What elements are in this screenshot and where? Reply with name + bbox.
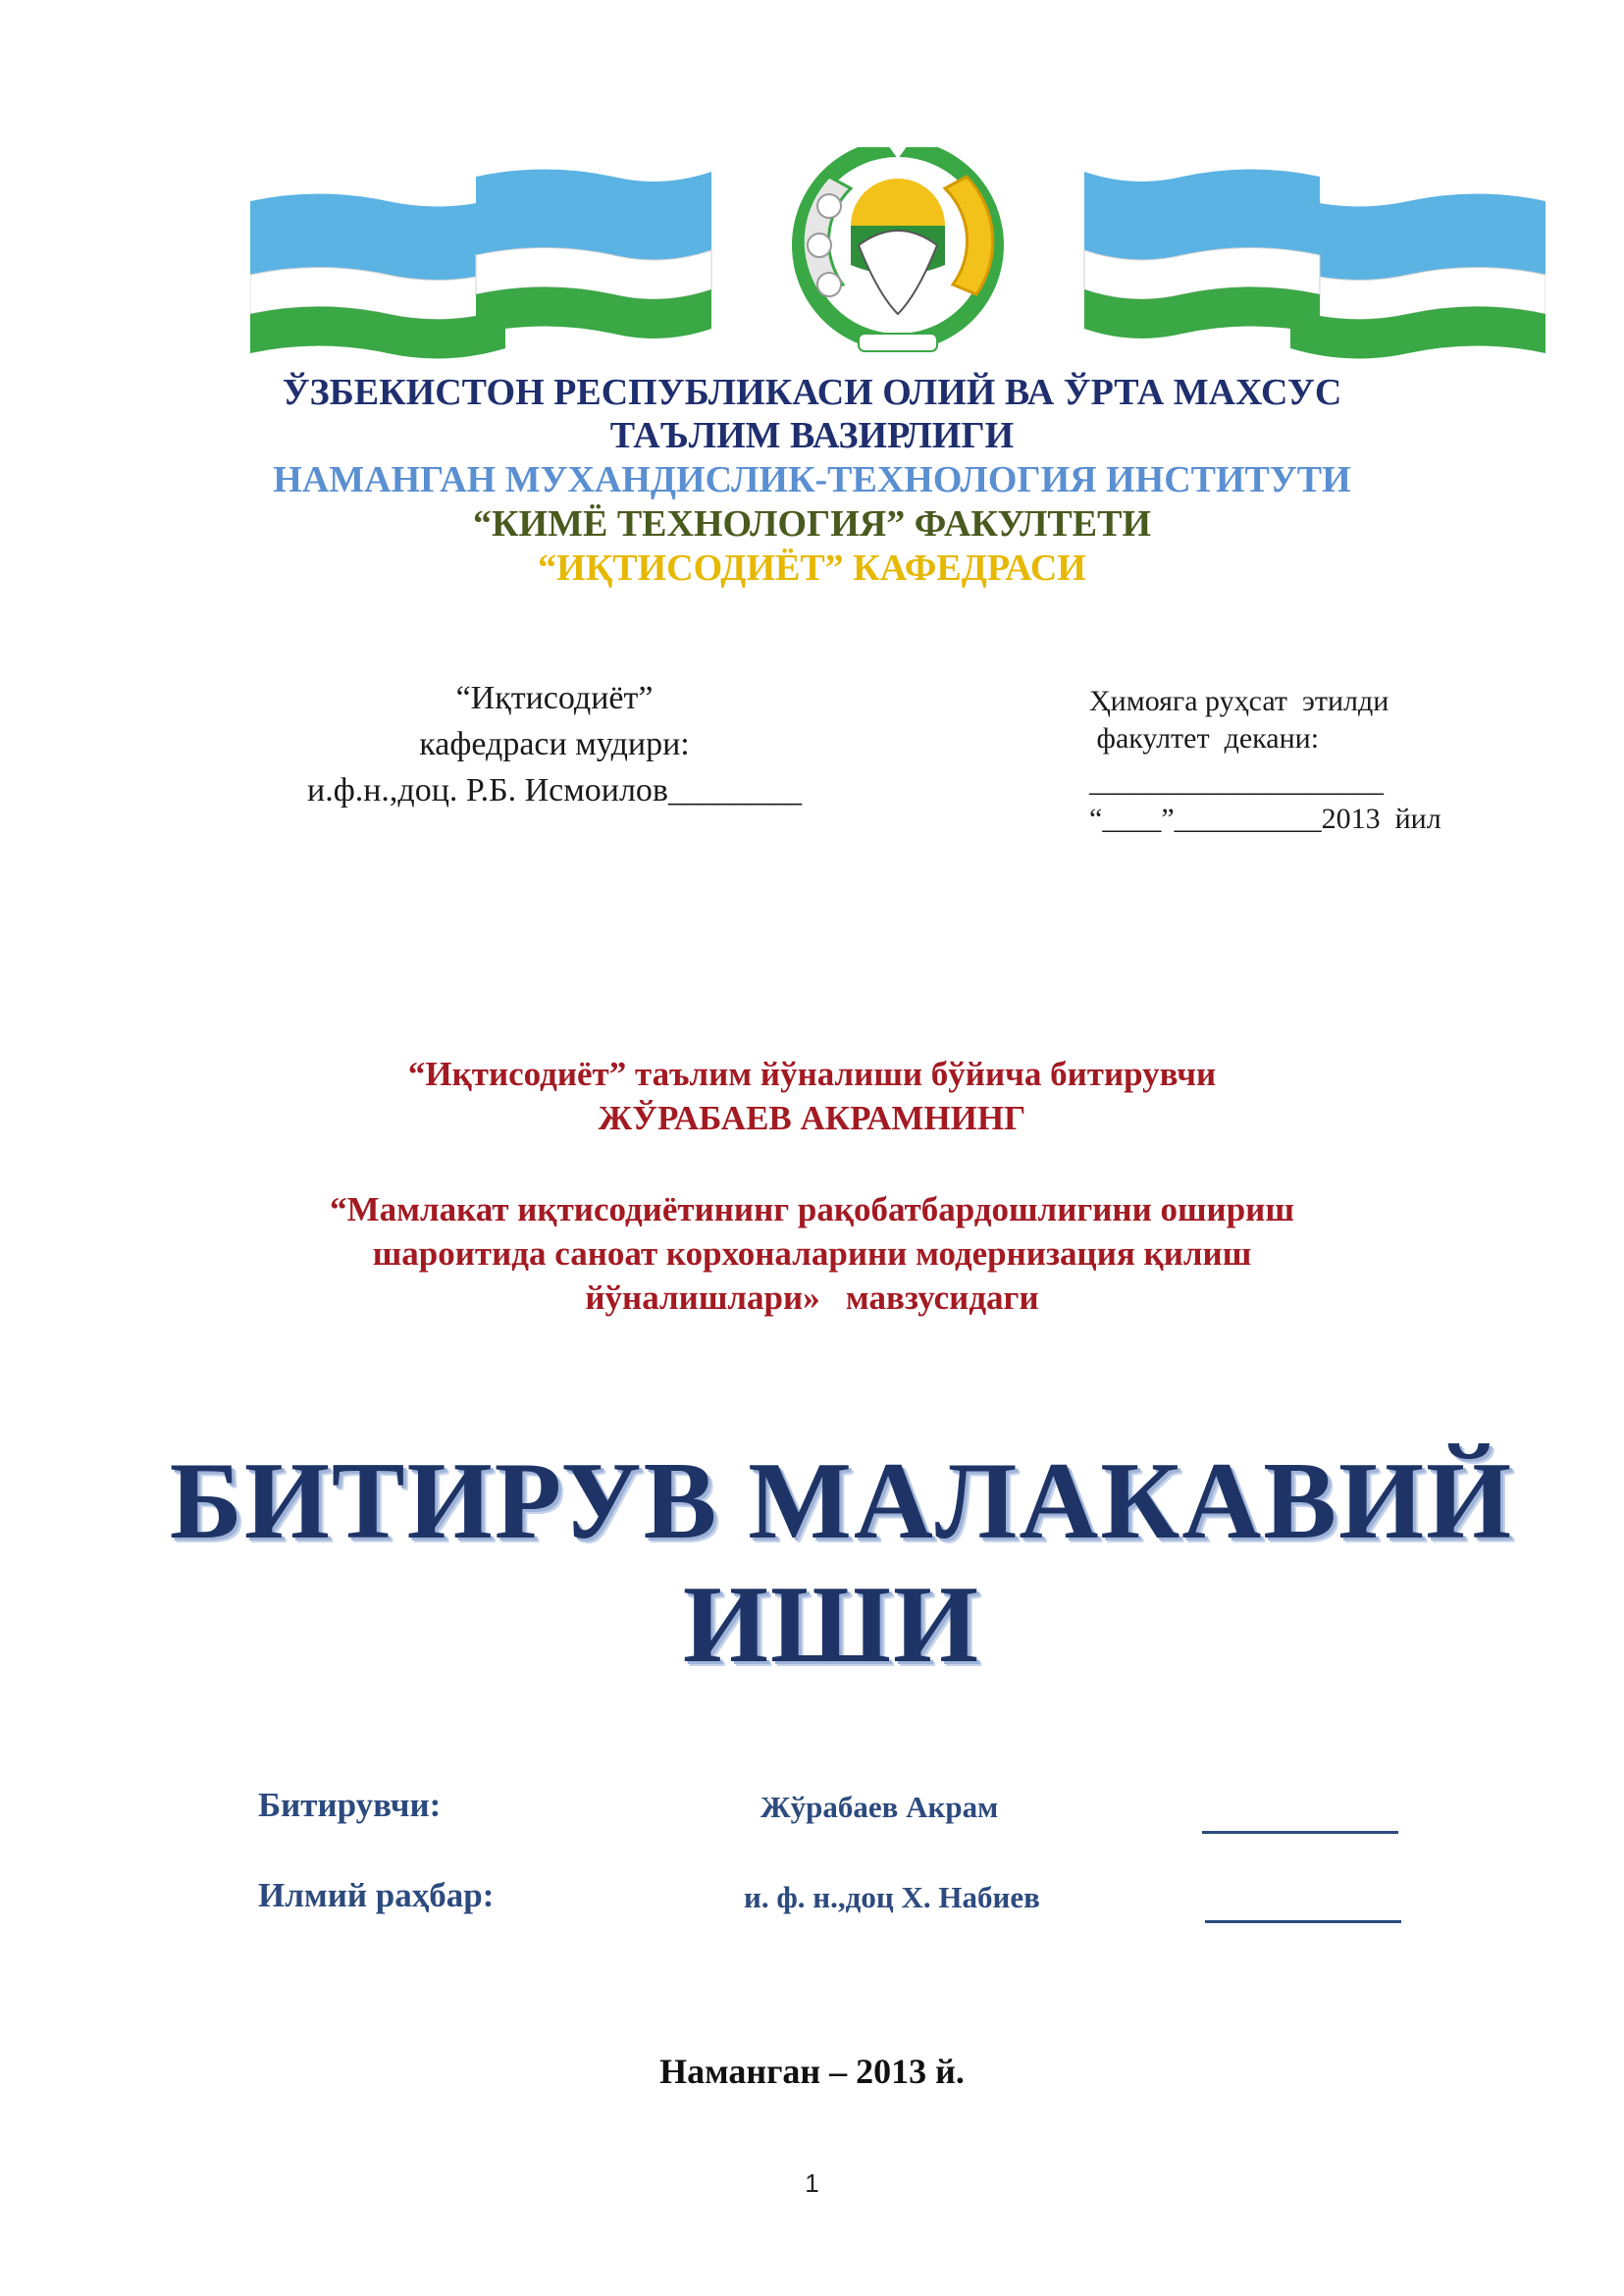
department-name: “ИҚТИСОДИЁТ” КАФЕДРАСИ [538, 548, 1086, 589]
flag-ribbon-left [250, 170, 711, 359]
page-number: 1 [805, 2168, 819, 2198]
approval-left-line-1: “Иқтисодиёт” [455, 680, 654, 716]
advisor-signature-line [1205, 1920, 1401, 1923]
faculty-name: “КИМЁ ТЕХНОЛОГИЯ” ФАКУЛТЕТИ [473, 503, 1151, 545]
graduate-label: Битирувчи: [258, 1786, 442, 1824]
document-title-line-1: БИТИРУВ МАЛАКАВИЙ [169, 1440, 1514, 1562]
approval-left-line-3: и.ф.н.,доц. Р.Б. Исмоилов________ [307, 772, 802, 809]
advisor-label: Илмий раҳбар: [258, 1876, 495, 1914]
approval-right-line-2: факултет декани: [1089, 722, 1320, 755]
approval-right-line-3: ____________________ [1089, 765, 1384, 798]
institute-name: НАМАНГАН МУХАНДИСЛИК-ТЕХНОЛОГИЯ ИНСТИТУТИ [273, 459, 1351, 500]
topic-line-1: “Мамлакат иқтисодиётининг рақобатбардошлигини ошириш [330, 1190, 1294, 1228]
advisor-name: и. ф. н.,доц Х. Набиев [744, 1880, 1040, 1914]
graduate-signature-line [1202, 1831, 1398, 1834]
flag-ribbon-right [1084, 170, 1545, 359]
state-emblem-banner [250, 147, 1545, 373]
approval-right-line-4: “____”__________2013 йил [1089, 803, 1441, 835]
topic-line-2: шароитида саноат корхоналарини модернизация қилиш [372, 1234, 1252, 1273]
ministry-line-2: ТАЪЛИМ ВАЗИРЛИГИ [609, 415, 1015, 456]
ministry-line-1: ЎЗБЕКИСТОН РЕСПУБЛИКАСИ ОЛИЙ ВА ЎРТА МАХСУС [282, 372, 1342, 413]
subject-line-1: “Иқтисодиёт” таълим йўналиши бўйича битирувчи [407, 1055, 1217, 1093]
topic-line-3: йўналишлари» мавзусидаги [585, 1278, 1039, 1317]
approval-right-line-1: Ҳимояга руҳсат этилди [1089, 685, 1389, 717]
approval-left-line-2: кафедраси мудири: [419, 726, 690, 762]
city-and-year: Наманган – 2013 й. [659, 2052, 965, 2091]
document-title-line-2: ИШИ [682, 1564, 981, 1686]
coat-of-arms [792, 147, 1004, 351]
student-name-genitive: ЖЎРАБАЕВ АКРАМНИНГ [598, 1099, 1026, 1137]
graduate-name: Жўрабаев Акрам [760, 1790, 999, 1824]
approval-head-of-department [250, 675, 859, 813]
approval-dean [1089, 683, 1531, 838]
